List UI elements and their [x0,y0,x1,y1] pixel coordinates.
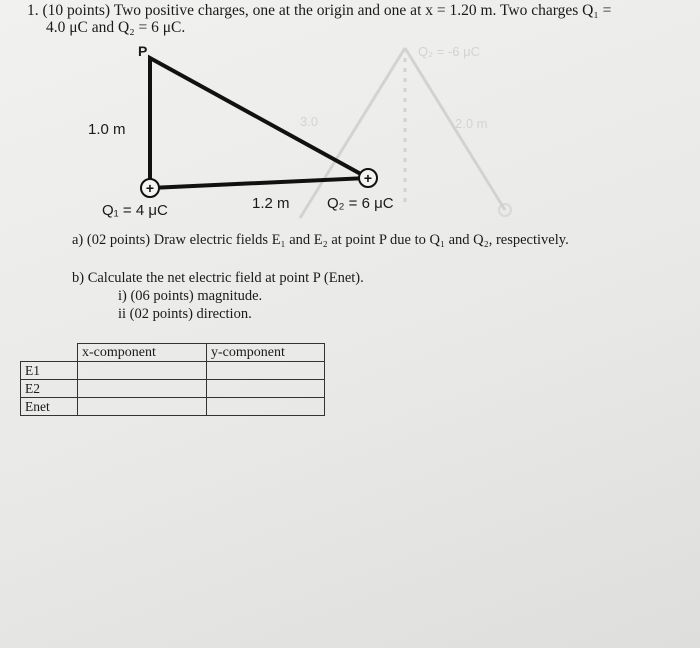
row-label-enet: Enet [21,398,78,416]
table-row [21,362,325,380]
table-row [21,398,325,416]
q1-charge-symbol [141,179,159,197]
q2-charge-symbol [359,169,377,187]
answer-table [20,343,325,416]
question-stem-line-2: 4.0 μC and Q₂ = 6 μC. [46,19,186,36]
svg-text:3.0: 3.0 [300,114,319,129]
part-b-title: b) Calculate the net electric field at point P (Enet). [72,270,364,286]
vertical-distance-label: 1.0 m [88,121,126,138]
part-b-ii: ii (02 points) direction. [118,306,252,322]
cell-e1-y[interactable] [207,362,325,380]
point-p-label: P [138,43,148,59]
svg-text:2.0 m: 2.0 m [455,116,488,131]
triangle-outline [150,58,368,188]
horizontal-distance-label: 1.2 m [252,195,290,212]
header-y-component: y-component [207,344,325,362]
question-stem-line-1: 1. (10 points) Two positive charges, one at the origin and one at x = 1.20 m. Two charges Q₁ = [27,2,612,19]
svg-text:+: + [145,180,155,196]
cell-enet-y[interactable] [207,398,325,416]
row-label-e2: E2 [21,380,78,398]
q2-value-label: Q₂ = 6 μC [327,195,394,212]
q1-value-label: Q₁ = 4 μC [102,202,168,219]
cell-e2-x[interactable] [78,380,207,398]
cell-e2-y[interactable] [207,380,325,398]
header-blank-cell [21,344,78,362]
cell-e1-x[interactable] [78,362,207,380]
table-row [21,380,325,398]
svg-text:Q₂ = -6 μC: Q₂ = -6 μC [418,44,481,59]
part-b-i: i) (06 points) magnitude. [118,288,263,304]
row-label-e1: E1 [21,362,78,380]
svg-text:+: + [363,170,373,186]
table-header-row [21,344,325,362]
cell-enet-x[interactable] [78,398,207,416]
header-x-component: x-component [78,344,207,362]
part-a-text: a) (02 points) Draw electric fields E₁ and E₂ at point P due to Q₁ and Q₂, respectively. [72,232,569,248]
